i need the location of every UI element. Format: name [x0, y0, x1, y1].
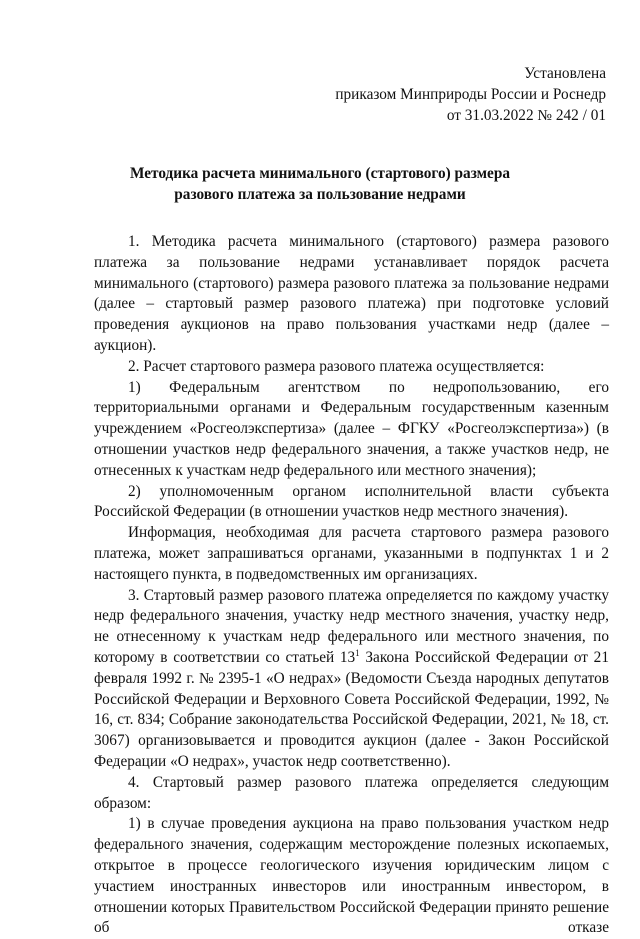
document-title: [0, 163, 640, 205]
document-body: [94, 232, 609, 939]
paragraph-6: [94, 586, 609, 773]
paragraph-2: 2. Расчет стартового размера разового платежа осуществляется:: [128, 357, 545, 375]
approval-line-3: от 31.03.2022 № 242 / 01: [446, 107, 606, 124]
paragraph-1: 1. Методика расчета минимального (стартового) размера разового платежа за пользование недрами устанавливает порядок расчета минимального (стартового) размера разового платежа за пользование недрами (далее – стартовый размер разового платежа) при подготовке условий проведения аукционов на право пользования участками недр (далее – аукцион).: [94, 233, 609, 354]
paragraph-5: Информация, необходимая для расчета стартового размера разового платежа, может запрашиваться органами, указанными в подпунктах 1 и 2 настоящего пункта, в подведомственных им организациях.: [94, 524, 609, 583]
paragraph-4: 2) уполномоченным органом исполнительной власти субъекта Российской Федерации (в отношении участков недр местного значения).: [94, 482, 609, 521]
title-line-2: разового платежа за пользование недрами: [174, 186, 466, 203]
approval-line-1: Установлена: [524, 65, 606, 82]
paragraph-6-part-b: Закона Российской Федерации от 21 февраля 1992 г. № 2395-1 «О недрах» (Ведомости Съезда народных депутатов Российской Федерации и Верховного Совета Российской Федерации, 1992, № 16, ст. 834; Собрание законодательства Российской Федерации, 2021, № 18, ст. 3067) организовывается и проводится аукцион (далее - Закон Российской Федерации «О недрах», участок недр соответственно).: [94, 648, 609, 770]
article-superscript: 1: [355, 647, 360, 658]
paragraph-3: 1) Федеральным агентством по недропользованию, его территориальными органами и Федеральным государственным казенным учреждением «Росгеолэкспертиза» (далее – ФГКУ «Росгеолэкспертиза») (в отношении участков недр федерального значения, а также участков недр, не отнесенных к участкам недр федерального или местного значения);: [94, 378, 609, 479]
paragraph-8: 1) в случае проведения аукциона на право пользования участком недр федерального значения, содержащим месторождение полезных ископаемых, открытое в процессе геологического изучения юридическим лицом с участием иностранных инвесторов или иностранным инвестором, в отношении которых Правительством Российской Федерации принято решение об отказе: [94, 815, 609, 937]
paragraph-7: 4. Стартовый размер разового платежа определяется следующим образом:: [94, 773, 609, 812]
title-line-1: Методика расчета минимального (стартового) размера: [129, 165, 511, 182]
approval-stamp: [335, 63, 606, 126]
approval-line-2: приказом Минприроды России и Роснедр: [335, 86, 606, 103]
paragraph-6-part-a: 3. Стартовый размер разового платежа определяется по каждому участку недр федерального значения, участку недр местного значения, участку недр, не отнесенному к участкам недр федерального или местного значения, по которому в соответствии со статьей 13: [94, 586, 609, 666]
